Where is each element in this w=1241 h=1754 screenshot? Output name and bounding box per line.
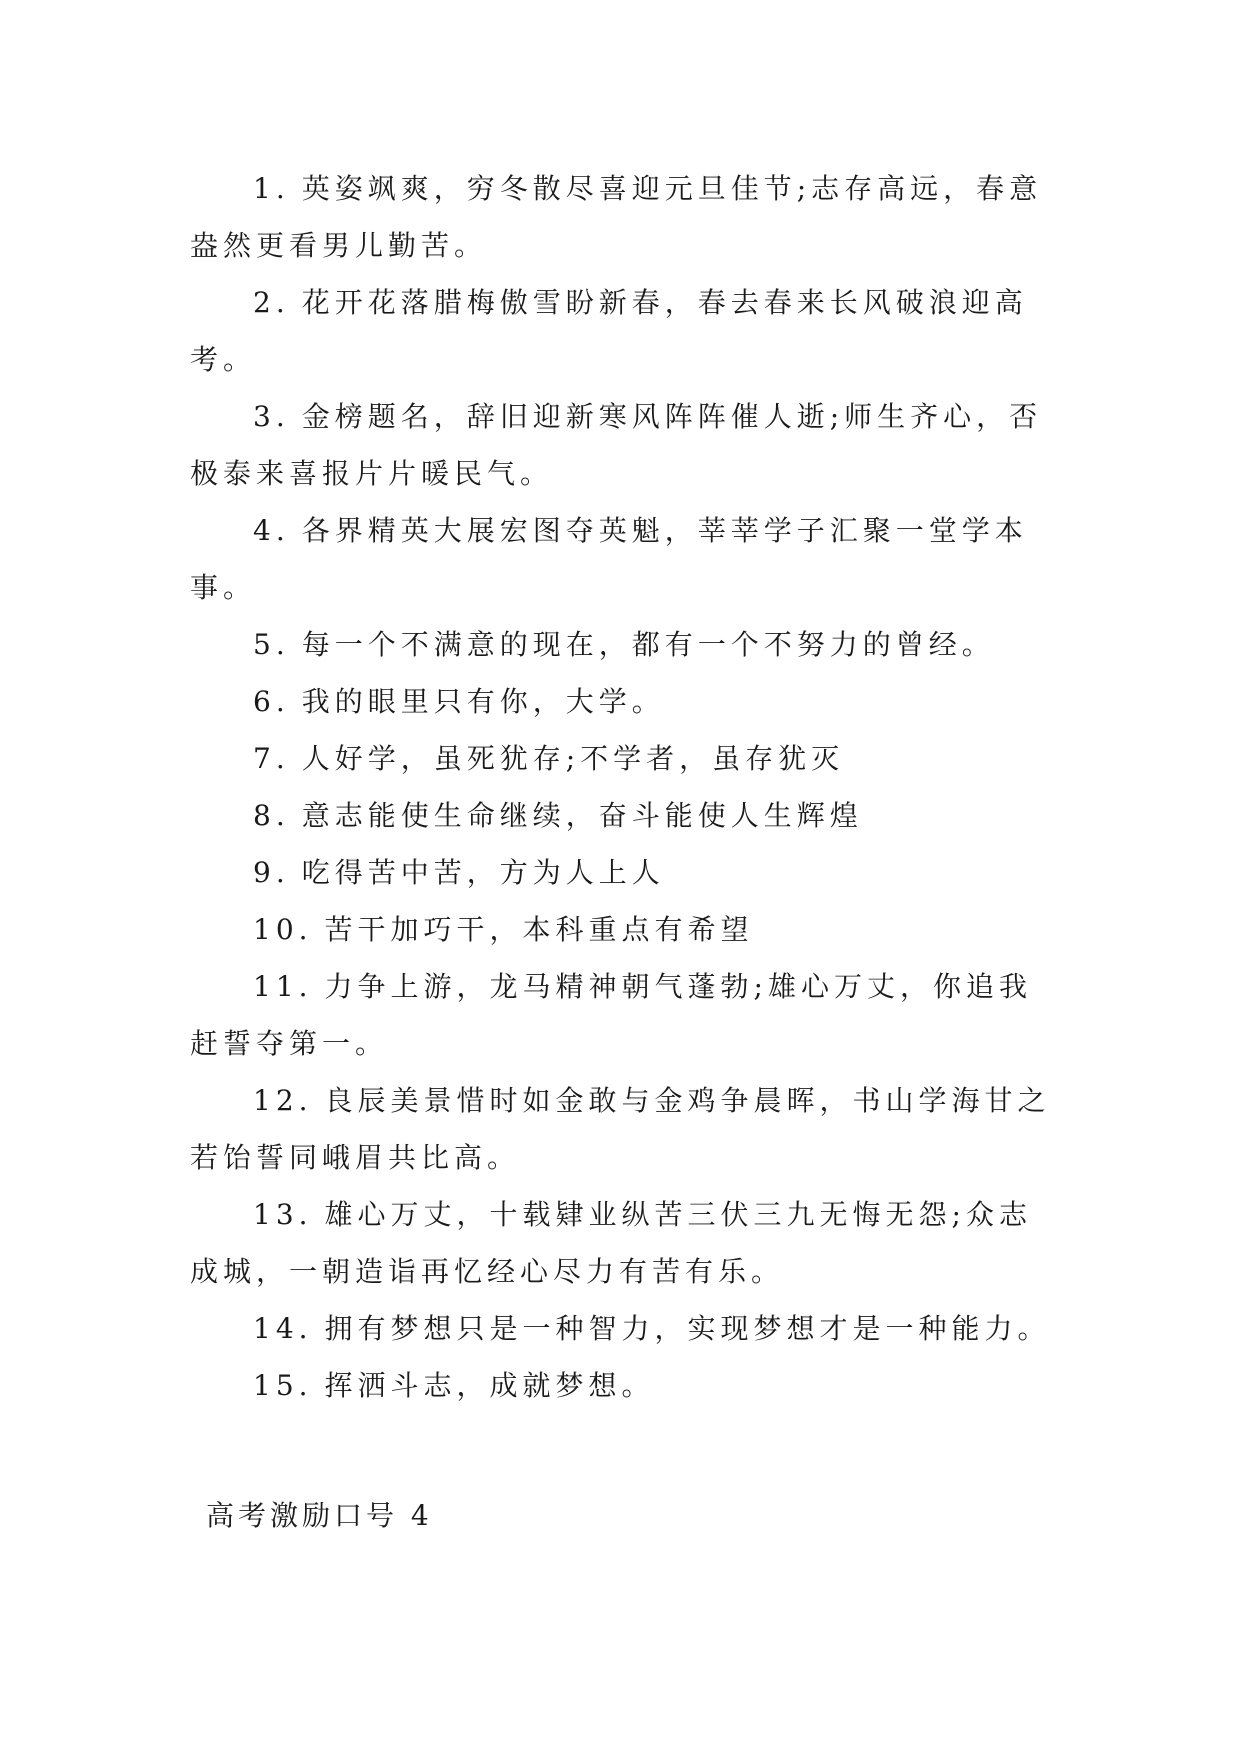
- slogan-number: 4.: [253, 514, 290, 547]
- slogan-text: 挥洒斗志，成就梦想。: [324, 1369, 655, 1402]
- slogan-item: [190, 787, 1055, 844]
- slogan-number: 14.: [253, 1312, 313, 1345]
- slogan-text: 吃得苦中苦，方为人上人: [301, 856, 665, 889]
- slogan-item: [190, 1357, 1055, 1414]
- slogan-number: 7.: [253, 742, 290, 775]
- slogan-number: 13.: [253, 1198, 313, 1231]
- slogan-item: [190, 1186, 1055, 1300]
- slogan-item: [190, 730, 1055, 787]
- slogan-list: [190, 160, 1055, 1414]
- slogan-text: 雄心万丈，十载肄业纵苦三伏三九无悔无怨;众志成城，一朝造诣再忆经心尽力有苦有乐。: [190, 1198, 1032, 1288]
- slogan-text: 花开花落腊梅傲雪盼新春，春去春来长风破浪迎高考。: [190, 286, 1028, 376]
- slogan-text: 我的眼里只有你，大学。: [301, 685, 665, 718]
- slogan-number: 15.: [253, 1369, 313, 1402]
- slogan-item: [190, 844, 1055, 901]
- slogan-number: 11.: [253, 970, 313, 1003]
- slogan-text: 苦干加巧干，本科重点有希望: [324, 913, 754, 946]
- slogan-item: [190, 958, 1055, 1072]
- slogan-item: [190, 1072, 1055, 1186]
- slogan-text: 人好学，虽死犹存;不学者，虽存犹灭: [301, 742, 845, 775]
- slogan-item: [190, 160, 1055, 274]
- slogan-item: [190, 502, 1055, 616]
- slogan-text: 力争上游，龙马精神朝气蓬勃;雄心万丈，你追我赶誓夺第一。: [190, 970, 1032, 1060]
- slogan-number: 9.: [253, 856, 290, 889]
- slogan-item: [190, 388, 1055, 502]
- slogan-text: 各界精英大展宏图夺英魁，莘莘学子汇聚一堂学本事。: [190, 514, 1028, 604]
- slogan-text: 金榜题名，辞旧迎新寒风阵阵催人逝;师生齐心，否极泰来喜报片片暖民气。: [190, 400, 1043, 490]
- slogan-item: [190, 1300, 1055, 1357]
- slogan-number: 8.: [253, 799, 290, 832]
- slogan-number: 5.: [253, 628, 290, 661]
- slogan-text: 每一个不满意的现在，都有一个不努力的曾经。: [301, 628, 995, 661]
- slogan-item: [190, 616, 1055, 673]
- slogan-item: [190, 274, 1055, 388]
- slogan-text: 拥有梦想只是一种智力，实现梦想才是一种能力。: [324, 1312, 1051, 1345]
- slogan-number: 10.: [253, 913, 313, 946]
- slogan-text: 意志能使生命继续，奋斗能使人生辉煌: [301, 799, 863, 832]
- slogan-number: 1.: [253, 172, 290, 205]
- slogan-item: [190, 673, 1055, 730]
- slogan-number: 3.: [253, 400, 290, 433]
- slogan-text: 英姿飒爽，穷冬散尽喜迎元旦佳节;志存高远，春意盎然更看男儿勤苦。: [190, 172, 1043, 262]
- section-heading: 高考激励口号 4: [206, 1499, 433, 1532]
- slogan-number: 2.: [253, 286, 290, 319]
- slogan-text: 良辰美景惜时如金敢与金鸡争晨晖，书山学海甘之若饴誓同峨眉共比高。: [190, 1084, 1051, 1174]
- slogan-item: [190, 901, 1055, 958]
- slogan-number: 6.: [253, 685, 290, 718]
- slogan-number: 12.: [253, 1084, 313, 1117]
